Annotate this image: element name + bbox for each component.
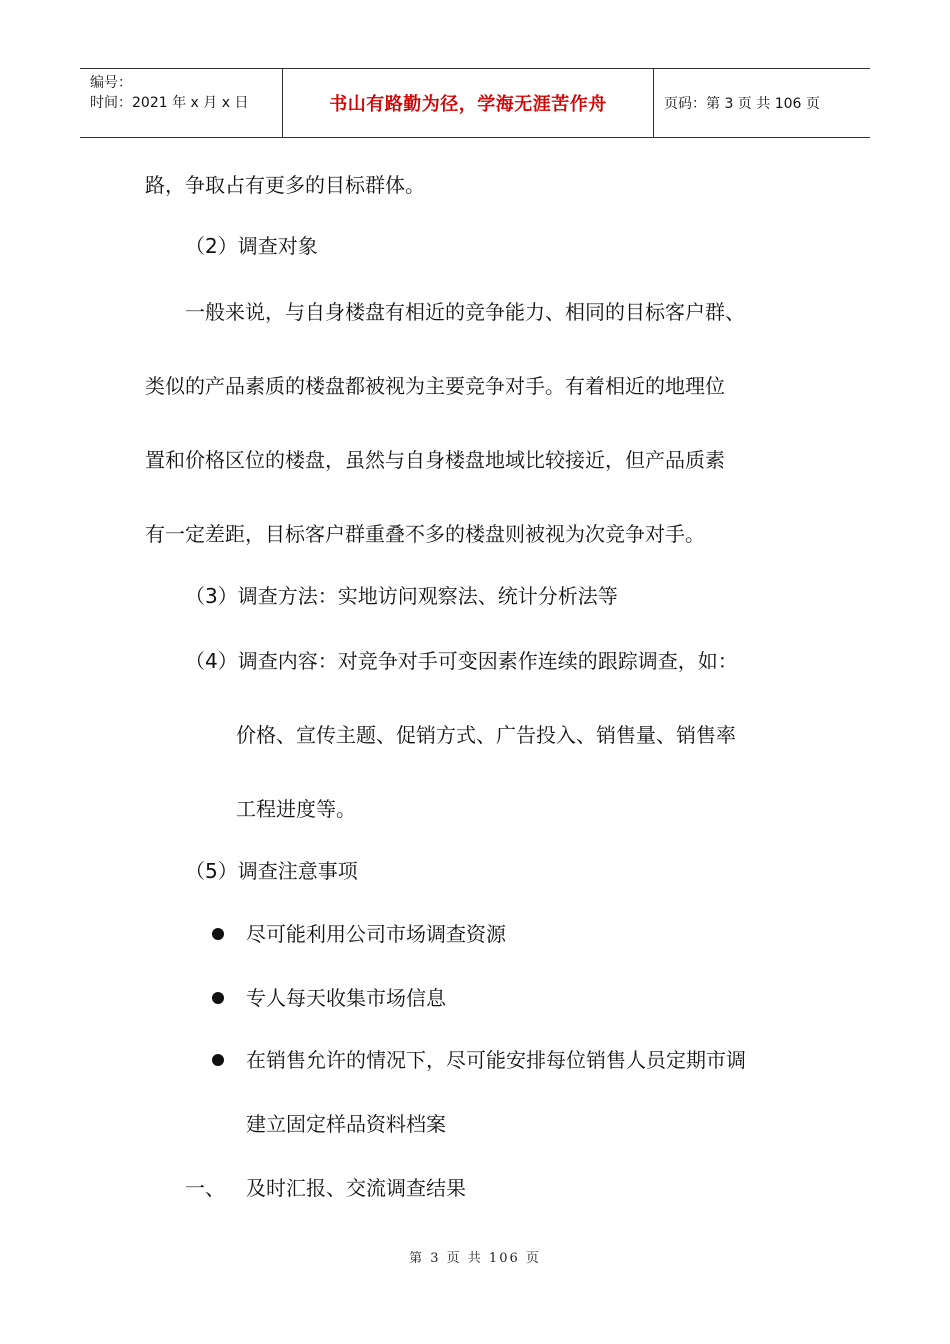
paragraph-line: 类似的产品素质的楼盘都被视为主要竞争对手。有着相近的地理位: [145, 374, 725, 398]
bullet-icon: [212, 928, 224, 940]
document-number-label: 编号：: [90, 75, 132, 91]
bullet-item: 尽可能利用公司市场调查资源: [246, 922, 506, 946]
bullet-item-continuation: 建立固定样品资料档案: [246, 1112, 446, 1136]
header-page-info: 页码：第 3 页 共 106 页: [664, 96, 820, 112]
paragraph-line: 有一定差距，目标客户群重叠不多的楼盘则被视为次竞争对手。: [145, 522, 705, 546]
bullet-icon: [212, 1054, 224, 1066]
paragraph-line: 价格、宣传主题、促销方式、广告投入、销售量、销售率: [236, 723, 736, 747]
bullet-item: 在销售允许的情况下，尽可能安排每位销售人员定期市调: [246, 1048, 746, 1072]
bullet-item: 专人每天收集市场信息: [246, 986, 446, 1010]
paragraph-line: 一般来说，与自身楼盘有相近的竞争能力、相同的目标客户群、: [185, 300, 745, 324]
list-number: 一、: [185, 1176, 225, 1200]
page-footer: 第 3 页 共 106 页: [409, 1251, 541, 1266]
page-header: [80, 68, 870, 138]
paragraph-line: 工程进度等。: [236, 797, 356, 821]
section-heading-3: （3）调查方法：实地访问观察法、统计分析法等: [185, 584, 618, 608]
document-date-label: 时间：2021 年 x 月 x 日: [90, 95, 249, 111]
paragraph-line: 置和价格区位的楼盘，虽然与自身楼盘地域比较接近，但产品质素: [145, 448, 725, 472]
bullet-icon: [212, 992, 224, 1004]
header-motto: 书山有路勤为径，学海无涯苦作舟: [282, 69, 654, 137]
section-heading: 及时汇报、交流调查结果: [246, 1176, 466, 1200]
paragraph-line: 路，争取占有更多的目标群体。: [145, 173, 425, 197]
section-heading-2: （2）调查对象: [185, 234, 318, 258]
header-left-cell: [80, 69, 282, 137]
section-heading-4: （4）调查内容：对竞争对手可变因素作连续的跟踪调查，如：: [185, 649, 738, 673]
section-heading-5: （5）调查注意事项: [185, 859, 358, 883]
